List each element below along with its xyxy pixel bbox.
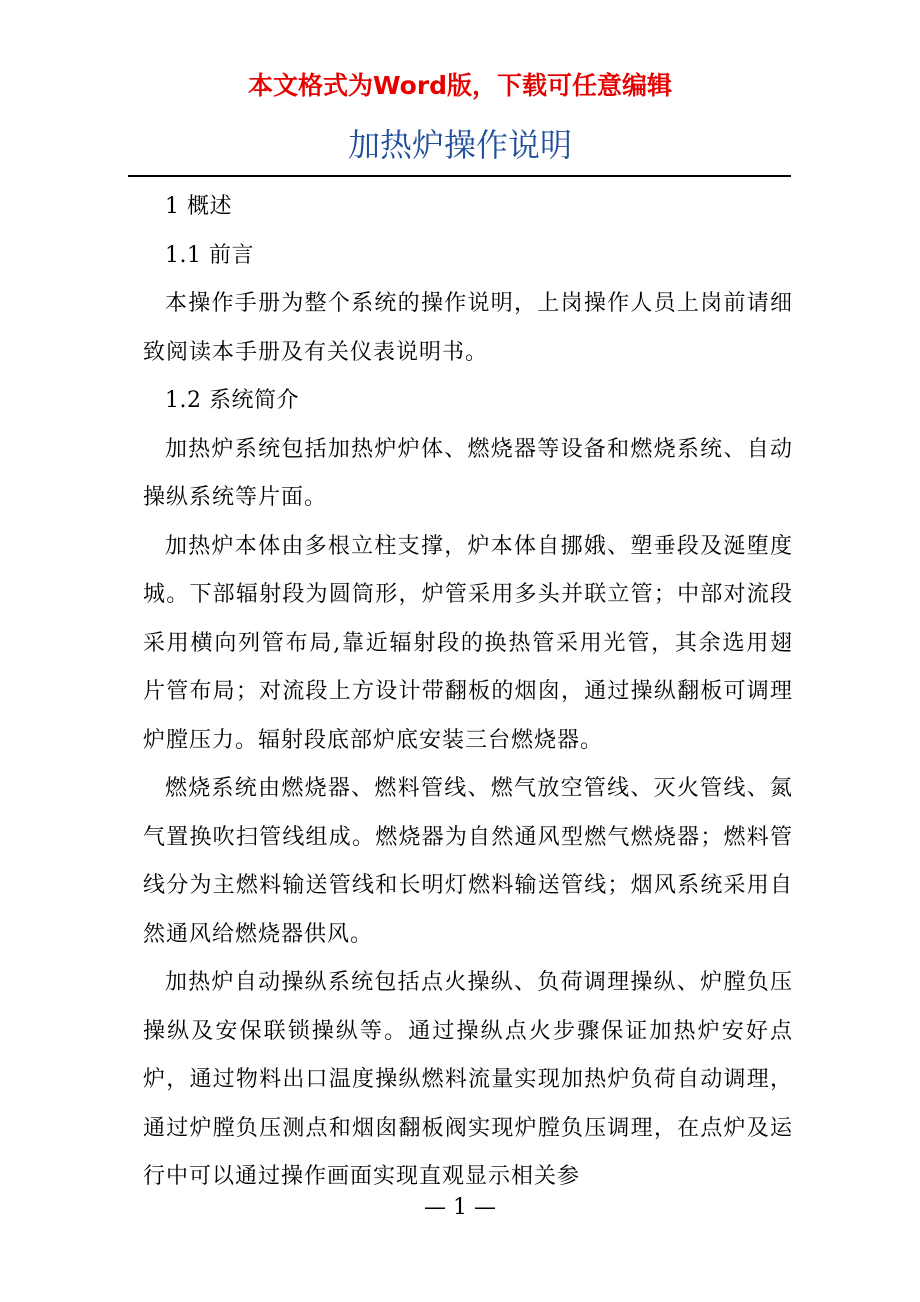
paragraph-furnace-body: 加热炉本体由多根立柱支撑，炉本体自挪娥、塑垂段及涎堕度城。下部辐射段为圆筒形，炉管采用多头并联立管；中部对流段采用横向列管布局,靠近辐射段的换热管采用光管，其余选用翅片管布局；对流段上方设计带翻板的烟囱，通过操纵翻板可调理炉膛压力。辐射段底部炉底安装三台燃烧器。 (143, 533, 793, 753)
title-divider (128, 175, 791, 177)
download-notice: 本文格式为Word版，下载可任意编辑 (247, 71, 673, 100)
document-title: 加热炉操作说明 (347, 126, 572, 164)
paragraph-system-scope: 加热炉系统包括加热炉炉体、燃烧器等设备和燃烧系统、自动操纵系统等片面。 (143, 436, 793, 510)
document-body (143, 183, 793, 1202)
paragraph-preface: 本操作手册为整个系统的操作说明，上岗操作人员上岗前请细致阅读本手册及有关仪表说明书。 (143, 291, 793, 365)
paragraph-combustion-system: 燃烧系统由燃烧器、燃料管线、燃气放空管线、灭火管线、氮气置换吹扫管线组成。燃烧器为自然通风型燃气燃烧器；燃料管线分为主燃料输送管线和长明灯燃料输送管线；烟风系统采用自然通风给燃烧器供风。 (143, 776, 793, 947)
section-heading-system-intro: 1.2 系统简介 (165, 388, 299, 413)
paragraph-control-system: 加热炉自动操纵系统包括点火操纵、负荷调理操纵、炉膛负压操纵及安保联锁操纵等。通过操纵点火步骤保证加热炉安好点炉，通过物料出口温度操纵燃料流量实现加热炉负荷自动调理，通过炉膛负压测点和烟囱翻板阀实现炉膛负压调理，在点炉及运行中可以通过操作画面实现直观显示相关参 (143, 970, 793, 1189)
page-number: — 1 — (424, 1195, 496, 1220)
section-heading-overview: 1 概述 (165, 194, 232, 219)
section-heading-preface: 1.1 前言 (165, 242, 254, 268)
